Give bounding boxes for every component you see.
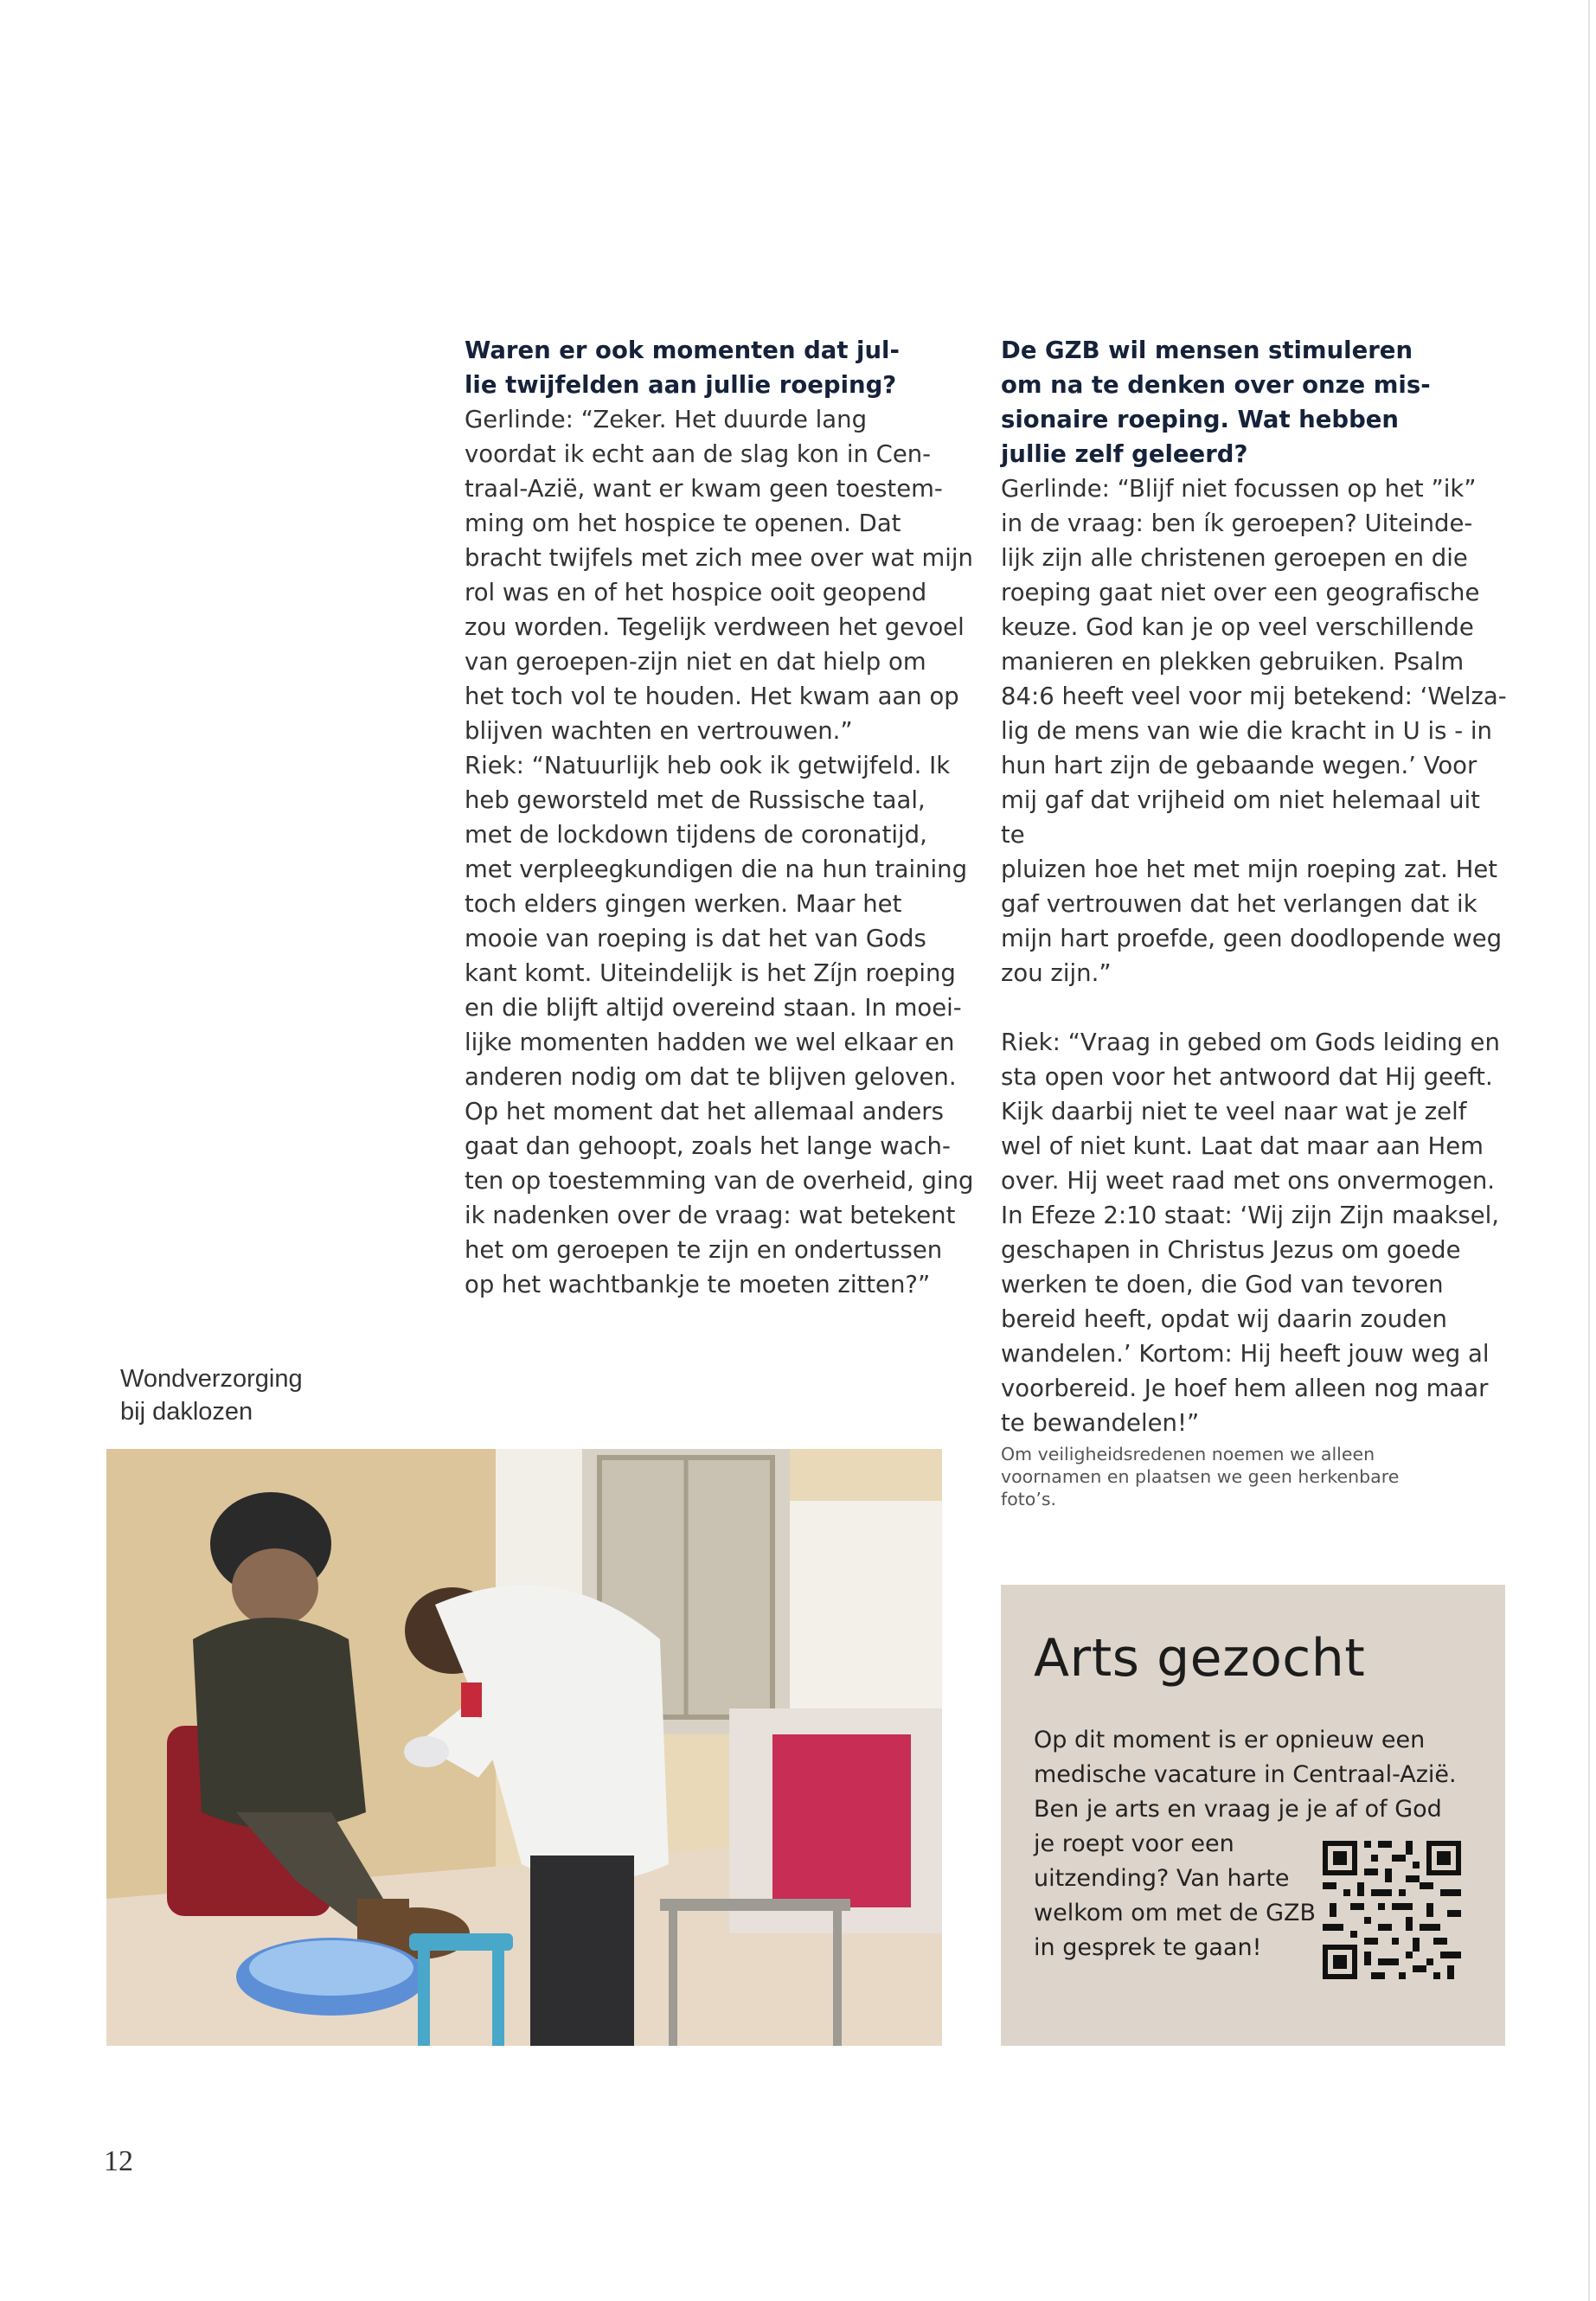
- photo-caption: Wondverzorging bij daklozen: [120, 1365, 303, 1426]
- right-question: De GZB wil mensen stimuleren om na te denken over onze mis- sionaire roeping. Wat hebben jullie zelf geleerd?: [1001, 336, 1431, 468]
- photo-image: [106, 1449, 942, 2046]
- callout-text: Op dit moment is er opnieuw een medische vacature in Centraal-Azië. Ben je arts en vraag je je af of God je roept voor een uitzending? Van harte welkom om met de GZB in gesprek te gaan!: [1034, 1727, 1457, 1961]
- callout-title: Arts gezocht: [1034, 1628, 1366, 1689]
- right-column: [1001, 333, 1511, 1440]
- right-answer-gerlinde: Gerlinde: “Blijf niet focussen op het ”ik” in de vraag: ben ík geroepen? Uiteinde- lijk zijn alle christenen geroepen en die roeping gaat niet over een geografische keuze. God kan je op veel verschillende manieren en plekken gebruiken. Psalm 84:6 heeft veel voor mij betekend: ‘Welza- lig de mens van wie die kracht in U is - in hun hart zijn de gebaande wegen.’ Voor mij gaf dat vrijheid om niet helemaal uit te pluizen hoe het met mijn roeping zat. Het gaf vertrouwen dat het verlangen dat ik mijn hart proefde, geen doodlopende weg zou zijn.”: [1001, 475, 1507, 987]
- page-number: 12: [104, 2145, 133, 2177]
- footnote: Om veiligheidsredenen noemen we alleen voornamen en plaatsen we geen herkenbare foto’s.: [1001, 1444, 1400, 1509]
- left-column: [465, 333, 975, 1302]
- right-answer-riek: Riek: “Vraag in gebed om Gods leiding en sta open voor het antwoord dat Hij geeft. Kijk daarbij niet te veel naar wat je zelf wel of niet kunt. Laat dat maar aan Hem over. Hij weet raad met ons onvermogen. In Efeze 2:10 staat: ‘Wij zijn Zijn maaksel, geschapen in Christus Jezus om goede werken te doen, die God van tevoren bereid heeft, opdat wij daarin zouden wandelen.’ Kortom: Hij heeft jouw weg al voorbereid. Je hoef hem alleen nog maar te bewandelen!”: [1001, 1029, 1500, 1437]
- qr-code-icon[interactable]: [1323, 1841, 1461, 1979]
- callout-box: [1001, 1585, 1505, 2046]
- paragraph-gap: [1001, 990, 1511, 1025]
- left-question: Waren er ook momenten dat jul- lie twijfelden aan jullie roeping?: [465, 336, 900, 399]
- page-edge-line: [1588, 0, 1590, 2301]
- left-answer-riek: Riek: “Natuurlijk heb ook ik getwijfeld. Ik heb geworsteld met de Russische taal, met de lockdown tijdens de coronatijd, met verpleegkundigen die na hun training toch elders gingen werken. Maar het mooie van roeping is dat het van Gods kant komt. Uiteindelijk is het Zíjn roeping en die blijft altijd overeind staan. In moei- lijke momenten hadden we wel elkaar en anderen nodig om dat te blijven geloven. Op het moment dat het allemaal anders gaat dan gehoopt, zoals het lange wach- ten op toestemming van de overheid, ging ik nadenken over de vraag: wat betekent het om geroepen te zijn en ondertussen op het wachtbankje te moeten zitten?”: [465, 752, 974, 1298]
- left-answer-gerlinde: Gerlinde: “Zeker. Het duurde lang voordat ik echt aan de slag kon in Cen- traal-Azië, want er kwam geen toestem- ming om het hospice te openen. Dat bracht twijfels met zich mee over wat mijn rol was en of het hospice ooit geopend zou worden. Tegelijk verdween het gevoel van geroepen-zijn niet en dat hielp om het toch vol te houden. Het kwam aan op blijven wachten en vertrouwen.”: [465, 406, 973, 745]
